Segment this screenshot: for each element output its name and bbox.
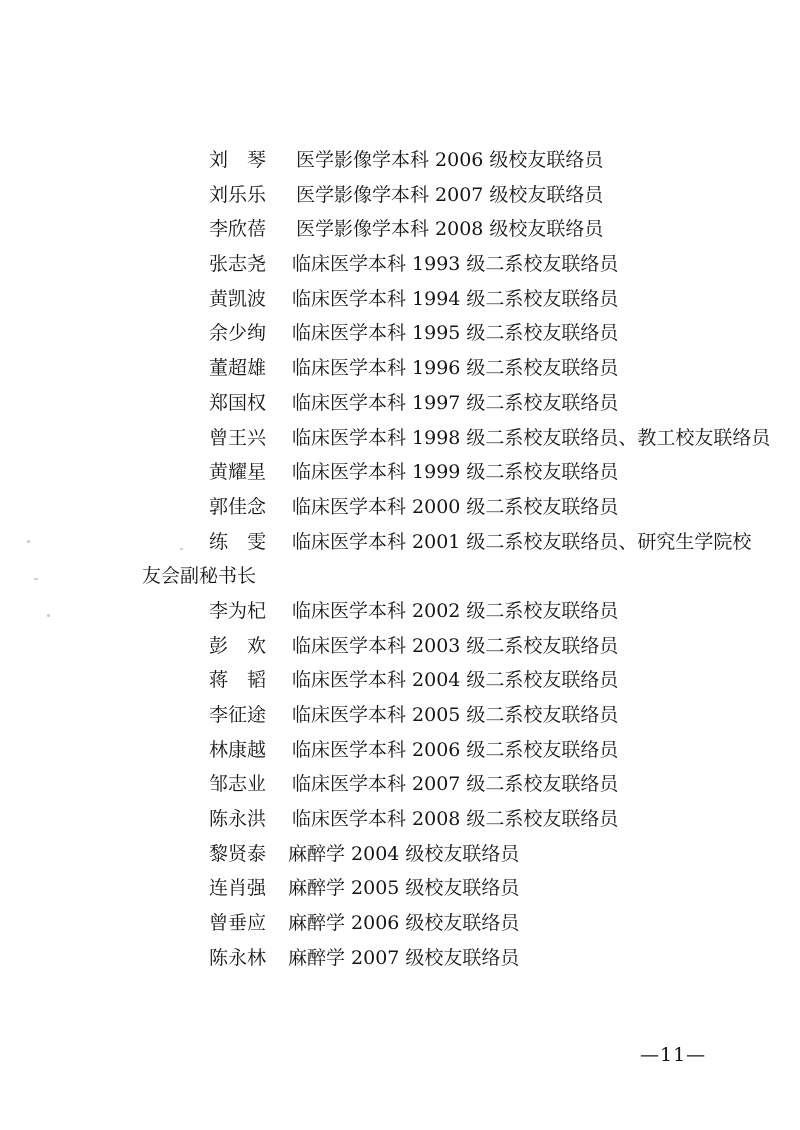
scan-speck [27,540,30,543]
person-role: 临床医学本科 1999 级二系校友联络员 [292,461,619,484]
person-role: 临床医学本科 2006 级二系校友联络员 [292,738,619,761]
person-role: 临床医学本科 1993 级二系校友联络员 [292,253,619,276]
list-item [0,629,800,664]
person-name: 郭佳念 [209,495,267,518]
person-name: 刘 琴 [209,149,267,171]
list-item [0,316,800,351]
person-name: 余少绚 [209,322,267,345]
person-name: 曾王兴 [209,426,267,449]
scan-speck [180,548,183,550]
person-role: 医学影像学本科 2008 级校友联络员 [296,218,604,241]
person-name: 蒋 韬 [209,669,267,692]
list-item [0,941,800,976]
person-role: 麻醉学 2005 级校友联络员 [288,877,520,900]
person-name: 曾垂应 [209,912,267,935]
person-name: 陈永林 [209,946,267,969]
person-name: 邹志业 [209,773,267,796]
contact-list [0,143,800,976]
person-name: 练 雯 [209,530,267,553]
person-role: 临床医学本科 1995 级二系校友联络员 [292,322,619,345]
list-item [0,906,800,941]
scan-speck [47,614,50,617]
list-item [0,698,800,733]
page-number: —11— [640,1044,707,1066]
person-role: 麻醉学 2004 级校友联络员 [288,842,520,865]
list-item [0,767,800,802]
list-item [0,386,800,421]
person-role: 临床医学本科 1997 级二系校友联络员 [292,391,619,414]
scan-speck [34,578,38,580]
list-item [0,663,800,698]
person-role: 医学影像学本科 2007 级校友联络员 [296,183,604,206]
list-item [0,178,800,213]
list-item [0,421,800,456]
list-item [0,212,800,247]
person-name: 黄凯波 [209,287,267,310]
person-role: 临床医学本科 2001 级二系校友联络员、研究生学院校 [292,530,752,553]
list-item [0,247,800,282]
list-item [0,282,800,317]
list-item [0,455,800,490]
person-name: 李为杞 [209,599,267,622]
list-item [0,525,800,560]
person-role: 临床医学本科 2008 级二系校友联络员 [292,808,619,831]
list-item [0,733,800,768]
person-role: 临床医学本科 1998 级二系校友联络员、教工校友联络员 [292,426,771,449]
person-name: 陈永洪 [209,808,267,831]
person-role: 麻醉学 2007 级校友联络员 [288,946,520,969]
list-item [0,143,800,178]
person-name: 董超雄 [209,357,267,380]
list-item [0,837,800,872]
person-name: 黄耀星 [209,461,267,484]
person-name: 连肖强 [209,877,267,900]
person-role: 临床医学本科 2003 级二系校友联络员 [292,634,619,657]
person-name: 林康越 [209,738,267,761]
person-role: 临床医学本科 2002 级二系校友联络员 [292,599,619,622]
person-role: 临床医学本科 2007 级二系校友联络员 [292,773,619,796]
person-role-continuation: 友会副秘书长 [142,565,257,588]
person-name: 李征途 [209,704,267,726]
person-role: 临床医学本科 2005 级二系校友联络员 [292,704,619,726]
list-item [0,594,800,629]
list-item-continuation [0,559,800,594]
list-item [0,802,800,837]
person-name: 张志尧 [209,253,267,276]
person-role: 麻醉学 2006 级校友联络员 [288,912,520,935]
person-name: 李欣蓓 [209,218,267,241]
person-role: 临床医学本科 2004 级二系校友联络员 [292,669,619,692]
person-role: 医学影像学本科 2006 级校友联络员 [296,149,604,171]
list-item [0,871,800,906]
person-name: 郑国权 [209,391,267,414]
list-item [0,490,800,525]
person-role: 临床医学本科 1994 级二系校友联络员 [292,287,619,310]
person-role: 临床医学本科 1996 级二系校友联络员 [292,357,619,380]
person-name: 彭 欢 [209,634,267,657]
list-item [0,351,800,386]
person-name: 黎贤泰 [209,842,267,865]
person-role: 临床医学本科 2000 级二系校友联络员 [292,495,619,518]
person-name: 刘乐乐 [209,183,267,206]
